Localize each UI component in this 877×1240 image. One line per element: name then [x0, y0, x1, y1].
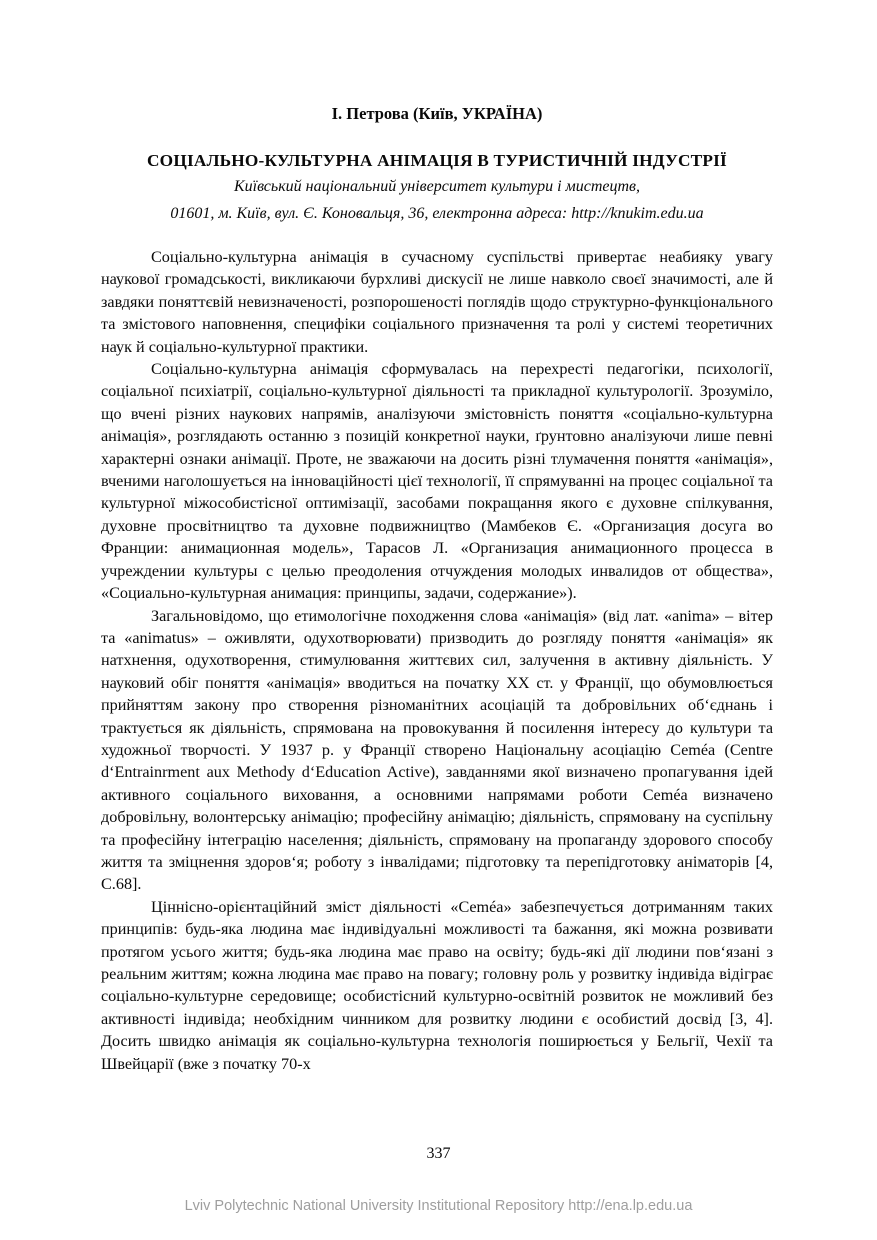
author-line: І. Петрова (Київ, УКРАЇНА): [331, 104, 543, 123]
paragraph-1: Соціально-культурна анімація в сучасному суспільстві привертає неабияку увагу наукової громадськості, викликаючи бурхливі дискусії не лише навколо своєї значимості, але й завдяки поняттєвій невизначеності, розпорошеності поглядів щодо структурно-функціонального та змістового наповнення, специфіки соціального призначення та ролі у системі теоретичних наук й соціально-культурної практики.: [101, 248, 773, 356]
article-body: [101, 246, 773, 1075]
paragraph-4: Ціннісно-орієнтаційний зміст діяльності «Ceméa» забезпечується дотриманням таких принципів: будь-яка людина має індивідуальні можливості та бажання, які можна розвивати протягом усього життя; будь-яка людина має право на освіту; будь-які дії людини пов‘язані з реальним життям; кожна людина має право на повагу; головну роль у розвитку індивіда відіграє соціально-культурне середовище; особистісний культурно-освітній розвиток не можливий без активності індивіда; необхідним чинником для розвитку людини є особистий досвід [3, 4]. Досить швидко анімація як соціально-культурна технологія поширюється у Бельгії, Чехії та Швейцарії (вже з початку 70-х: [101, 897, 773, 1073]
affiliation-line-2: 01601, м. Київ, вул. Є. Коновальця, 36, електронна адреса: http://knukim.edu.ua: [170, 205, 704, 222]
page-number: 337: [426, 1145, 451, 1162]
text-block: [101, 104, 773, 1075]
affiliation-line-1: Київський національний університет культури і мистецтв,: [234, 178, 640, 195]
paragraph-2: Соціально-культурна анімація сформувалась на перехресті педагогіки, психології, соціальної психіатрії, соціально-культурної діяльності та прикладної культурології. Зрозуміло, що вчені різних наукових напрямів, аналізуючи змістовність поняття «соціально-культурна анімація», розглядають останню з позицій конкретної науки, ґрунтовно аналізуючи лише певні характерні ознаки анімації. Проте, не зважаючи на досить різні тлумачення поняття «анімація», вченими наголошується на інноваційності цієї технології, її спрямуванні на процес соціальної та культурної міжособистісної оптимізації, засобами покращання якого є духовне спілкування, духовне просвітництво та духовне подвижництво (Мамбеков Є. «Организация досуга во Франции: анимационная модель», Тарасов Л. «Организация анимационного процесса в учреждении культуры с целью преодоления отчуждения молодых инвалидов от общества», «Социально-культурная анимация: принципы, задачи, содержание»).: [101, 360, 773, 603]
repository-footer: Lviv Polytechnic National University Institutional Repository http://ena.lp.edu.ua: [184, 1198, 693, 1214]
paper-title: СОЦІАЛЬНО-КУЛЬТУРНА АНІМАЦІЯ В ТУРИСТИЧНІЙ ІНДУСТРІЇ: [147, 151, 727, 170]
paragraph-3: Загальновідомо, що етимологічне походження слова «анімація» (від лат. «anima» – вітер та «animatus» – оживляти, одухотворювати) призводить до розгляду поняття «анімація» як натхнення, одухотворення, стимулювання життєвих сил, залучення в активну діяльність. У науковий обіг поняття «анімація» вводиться на початку ХХ ст. у Франції, що обумовлюється прийняттям закону про створення різноманітних асоціацій та добровільних об‘єднань і трактується як діяльність, спрямована на провокування й посилення інтересу до культури та художньої творчості. У 1937 р. у Франції створено Національну асоціацію Ceméa (Centre d‘Entrainrment aux Methody d‘Education Active), завданнями якої визначено пропагування ідей активного соціального виховання, а основними напрямами роботи Ceméa визначено добровільну, волонтерську анімацію; професійну анімацію; діяльність, спрямовану на суспільну та професійну інтеграцію населення; діяльність, спрямовану на пропаганду здорового способу життя та зміцнення здоров‘я; роботу з інвалідами; підготовку та перепідготовку аніматорів [4, С.68].: [101, 606, 773, 894]
